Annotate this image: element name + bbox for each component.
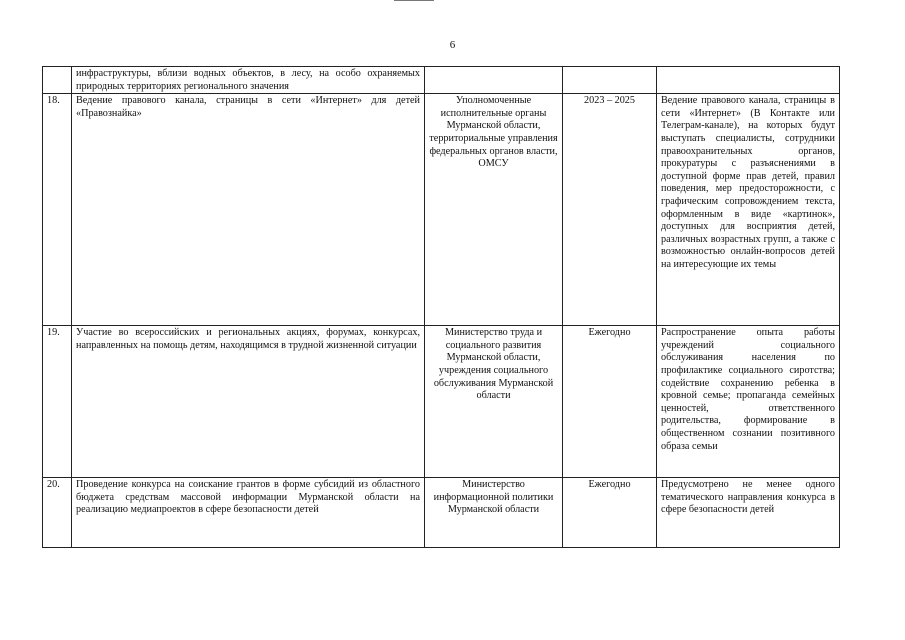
plan-table [42, 66, 840, 548]
term-cell: Ежегодно [563, 478, 657, 548]
responsible-cell [425, 67, 563, 94]
page-number: 6 [449, 39, 456, 51]
term-cell: 2023 – 2025 [563, 94, 657, 326]
event-cell: Участие во всероссийских и региональных акциях, форумах, конкурсах, направленных на помощь детям, находящимся в трудной жизненной ситуации [72, 326, 425, 478]
term-cell: Ежегодно [563, 326, 657, 478]
result-cell: Распространение опыта работы учреждений социального обслуживания населения по профилактике социального сиротства; содействие сохранению ребенка в кровной семье; пропаганда семейных ценностей, ответственного родительства, формирование в общественном сознании позитивного образа семьи [657, 326, 840, 478]
table-row [43, 478, 840, 548]
responsible-cell: Министерство информационной политики Мурманской области [425, 478, 563, 548]
result-cell [657, 67, 840, 94]
table-row [43, 94, 840, 326]
result-cell: Ведение правового канала, страницы в сети «Интернет» (В Контакте или Телеграм-канале), на которых будут выступать специалисты, сотрудники правоохранительных органов, прокуратуры с разъяснениями в доступной форме прав детей, правил поведения, мер предосторожности, с графическим сопровождением текста, оформленным в виде «картинок», доступных для восприятия детей, различных возрастных групп, а также с возможностью онлайн-вопросов детей на интересующие их темы [657, 94, 840, 326]
table-row [43, 67, 840, 94]
row-number: 18. [43, 94, 72, 326]
table-row [43, 326, 840, 478]
top-rule [394, 0, 434, 1]
responsible-cell: Министерство труда и социального развития Мурманской области, учреждения социального обслуживания Мурманской области [425, 326, 563, 478]
term-cell [563, 67, 657, 94]
event-cell: инфраструктуры, вблизи водных объектов, в лесу, на особо охраняемых природных территориях регионального значения [72, 67, 425, 94]
row-number: 20. [43, 478, 72, 548]
row-number: 19. [43, 326, 72, 478]
row-number [43, 67, 72, 94]
responsible-cell: Уполномоченные исполнительные органы Мурманской области, территориальные управления федеральных органов власти, ОМСУ [425, 94, 563, 326]
event-cell: Ведение правового канала, страницы в сети «Интернет» для детей «Правознайка» [72, 94, 425, 326]
event-cell: Проведение конкурса на соискание грантов в форме субсидий из областного бюджета средствам массовой информации Мурманской области на реализацию медиапроектов в сфере безопасности детей [72, 478, 425, 548]
result-cell: Предусмотрено не менее одного тематического направления конкурса в сфере безопасности детей [657, 478, 840, 548]
